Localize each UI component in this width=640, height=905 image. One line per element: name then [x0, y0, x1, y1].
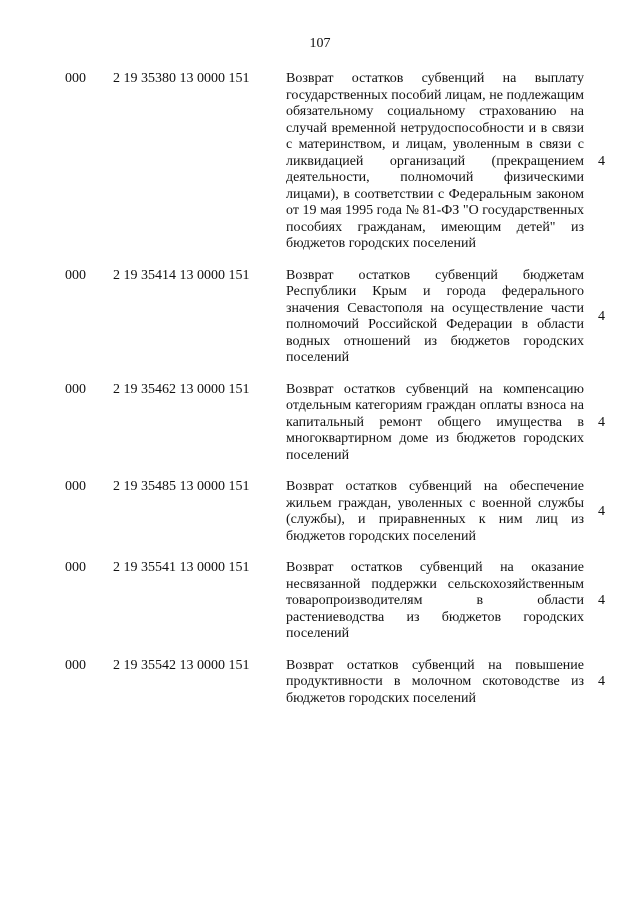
budget-classification-code: 2 19 35414 13 0000 151 — [113, 267, 250, 283]
admin-code: 000 — [65, 560, 86, 575]
income-name: Возврат остатков субвенций на обеспечение жильем граждан, уволенных с военной службы (службы), и приравненных к ним лиц из бюджетов городских поселений — [286, 479, 584, 544]
table-row — [0, 658, 640, 708]
column-value: 4 — [598, 414, 605, 430]
admin-code: 000 — [65, 71, 86, 86]
admin-code: 000 — [65, 479, 86, 494]
column-value: 4 — [598, 674, 605, 689]
budget-classification-code: 2 19 35541 13 0000 151 — [113, 560, 250, 575]
admin-code: 000 — [65, 381, 86, 397]
column-value: 4 — [598, 503, 605, 519]
column-value: 4 — [598, 593, 605, 608]
table-row — [0, 382, 640, 465]
income-name: Возврат остатков субвенций на компенсацию отдельным категориям граждан оплаты взноса на капитальный ремонт общего имущества в многоквартирном доме из бюджетов городских поселений — [286, 381, 584, 463]
table-row — [0, 479, 640, 545]
admin-code: 000 — [65, 657, 86, 673]
table-row — [0, 71, 640, 253]
budget-classification-code: 2 19 35485 13 0000 151 — [113, 479, 250, 494]
column-value: 4 — [598, 153, 605, 169]
income-name: Возврат остатков субвенций бюджетам Республики Крым и города федерального значения Севастополя на осуществление части полномочий Российской Федерации в области водных отношений из бюджетов городских поселений — [286, 267, 584, 365]
income-name: Возврат остатков субвенций на выплату государственных пособий лицам, не подлежащим обязательному социальному страхованию на случай временной нетрудоспособности и в связи с материнством, и лицам, уволенным в связи с ликвидацией организаций (прекращением деятельности, полномочий физическими лицами), в соответствии с Федеральным законом от 19 мая 1995 года № 81-ФЗ "О государственных пособиях гражданам, имеющим детей" из бюджетов городских поселений — [286, 71, 584, 251]
page-number: 107 — [309, 36, 331, 51]
budget-classification-code: 2 19 35462 13 0000 151 — [113, 381, 250, 397]
income-name: Возврат остатков субвенций на повышение продуктивности в молочном скотоводстве из бюджетов городских поселений — [286, 657, 584, 706]
budget-classification-code: 2 19 35542 13 0000 151 — [113, 657, 250, 673]
table-row — [0, 268, 640, 367]
budget-code-table — [0, 71, 640, 707]
table-row — [0, 560, 640, 643]
income-name: Возврат остатков субвенций на оказание несвязанной поддержки сельскохозяйственным товаропроизводителям в области растениеводства из бюджетов городских поселений — [286, 560, 584, 641]
column-value: 4 — [598, 308, 605, 324]
budget-classification-code: 2 19 35380 13 0000 151 — [113, 71, 250, 86]
admin-code: 000 — [65, 267, 86, 283]
